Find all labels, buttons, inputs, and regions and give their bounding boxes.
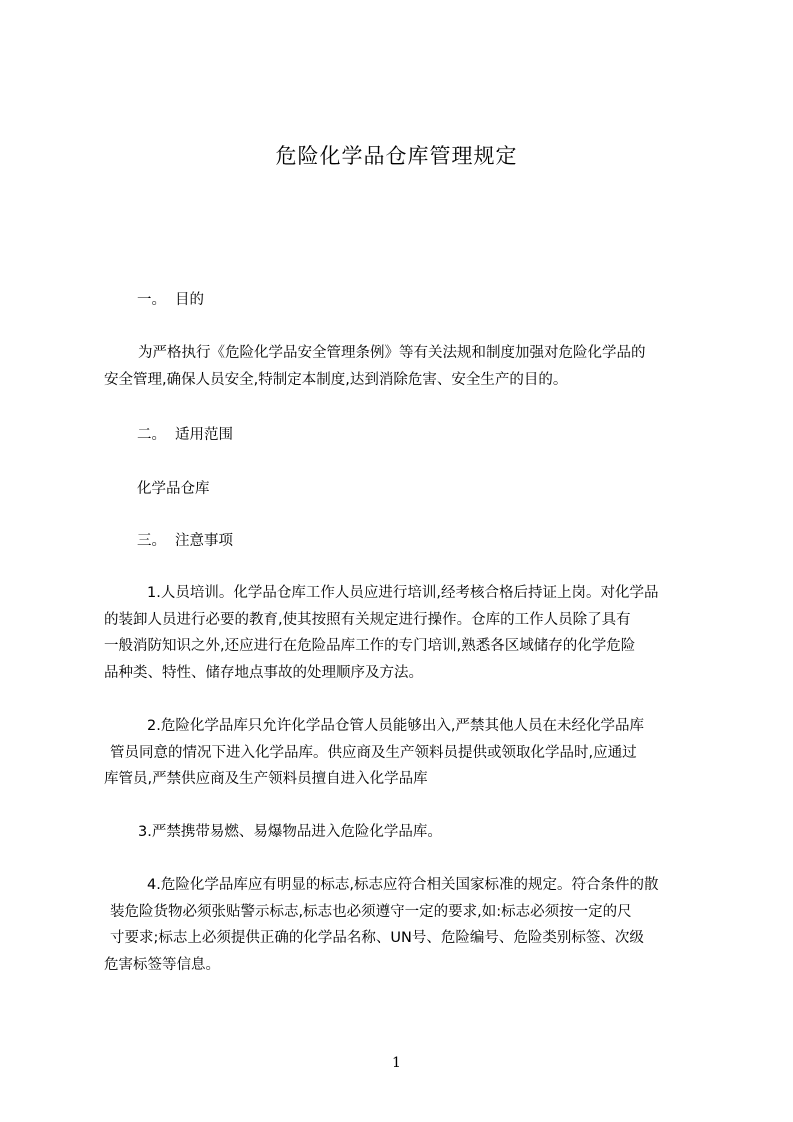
section-number: 一。	[137, 292, 166, 308]
paragraph-line: 3.严禁携带易燃、易爆物品进入危险化学品库。	[138, 824, 442, 840]
paragraph-line: 寸要求;标志上必须提供正确的化学品名称、UN号、危险编号、危险类别标签、次级	[110, 930, 644, 947]
paragraph-line: 装危险货物必须张贴警示标志,标志也必须遵守一定的要求,如:标志必须按一定的尺	[110, 903, 632, 920]
section-label: 目的	[175, 292, 204, 308]
paragraph-line: 为严格执行《危险化学品安全管理条例》等有关法规和制度加强对危险化学品的	[138, 345, 646, 361]
paragraph-line: 危害标签等信息。	[104, 956, 220, 973]
section-heading-scope	[137, 425, 233, 445]
paragraph-line: 2.危险化学品库只允许化学品仓管人员能够出入,严禁其他人员在未经化学品库	[147, 718, 644, 734]
document-title: 危险化学品仓库管理规定	[275, 144, 518, 168]
paragraph-line: 安全管理,确保人员安全,特制定本制度,达到消除危害、安全生产的目的。	[104, 371, 568, 388]
paragraph-line: 4.危险化学品库应有明显的标志,标志应符合相关国家标准的规定。符合条件的散	[147, 877, 659, 893]
page-number: 1	[392, 1055, 401, 1071]
item-2-paragraph	[104, 713, 704, 793]
section-heading-notes	[137, 531, 233, 551]
paragraph-line: 库管员,严禁供应商及生产领料员擅自进入化学品库	[104, 771, 428, 788]
item-3-paragraph	[104, 819, 704, 846]
section-label: 注意事项	[175, 533, 233, 549]
section-heading-purpose	[137, 290, 204, 310]
paragraph-line: 1.人员培训。化学品仓库工作人员应进行培训,经考核合格后持证上岗。对化学品	[147, 585, 659, 601]
paragraph-line: 品种类、特性、储存地点事故的处理顺序及方法。	[104, 664, 423, 681]
item-1-paragraph	[104, 580, 704, 686]
paragraph-line: 管员同意的情况下进入化学品库。供应商及生产领料员提供或领取化学品时,应通过	[110, 744, 637, 761]
paragraph-line: 一般消防知识之外,还应进行在危险品库工作的专门培训,熟悉各区域储存的化学危险	[104, 638, 636, 655]
section-label: 适用范围	[175, 427, 233, 443]
scope-text: 化学品仓库	[137, 481, 210, 497]
item-4-paragraph	[104, 872, 704, 978]
section-number: 二。	[137, 427, 166, 443]
purpose-paragraph	[104, 340, 704, 393]
section-number: 三。	[137, 533, 166, 549]
paragraph-line: 的装卸人员进行必要的教育,使其按照有关规定进行操作。仓库的工作人员除了具有	[104, 611, 631, 628]
